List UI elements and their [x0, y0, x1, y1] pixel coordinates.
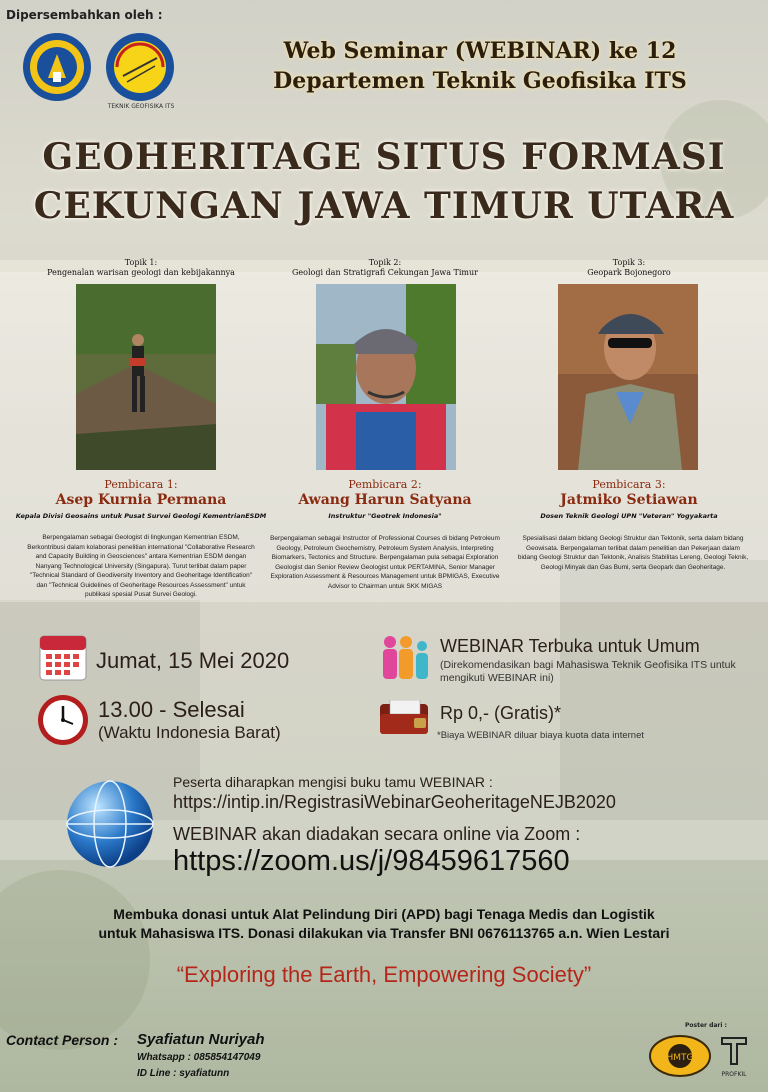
speaker-1-name: Asep Kurnia Permana	[55, 492, 227, 508]
speaker-2-photo	[316, 284, 456, 470]
speaker-3-bio: Spesialisasi dalam bidang Geologi Struktur dan Tektonik, serta dalam bidang Geowisata. Berpengalaman terlibat dalam penelitian dan Pekerjaan dalam bidang Geologi Struktur dan Tektonik, Analisis Stabilitas Lereng, Geologi Teknik, Geologi Minyak dan Gas Bumi, serta Geopark dan Geoheritage.	[517, 535, 749, 571]
contact-label: Contact Person :	[6, 1032, 119, 1048]
tagline: “Exploring the Earth, Empowering Society”	[176, 962, 592, 987]
globe-icon	[64, 778, 156, 870]
profkil-logo-text: PROFKIL	[721, 1071, 747, 1078]
speaker-1-photo	[76, 284, 216, 470]
speaker-2-name: Awang Harun Satyana	[298, 492, 472, 508]
event-price: Rp 0,- (Gratis)*	[440, 703, 562, 723]
speaker-3-label: Pembicara 3:	[592, 478, 666, 491]
people-icon	[378, 634, 432, 682]
its-logo	[20, 30, 94, 104]
event-date: Jumat, 15 Mei 2020	[96, 648, 290, 673]
poster-by-label: Poster dari :	[685, 1022, 727, 1029]
clock-icon	[36, 693, 90, 747]
hmtg-logo	[648, 1034, 712, 1078]
topic-1	[16, 258, 266, 278]
topic-3-label: Topik 3:	[612, 258, 646, 267]
contact-name: Syafiatun Nuriyah	[137, 1031, 265, 1048]
speaker-2-role: Instruktur "Geotrek Indonesia"	[328, 512, 442, 520]
hmtg-logo-text: HMTG	[666, 1053, 694, 1063]
speaker-1-label: Pembicara 1:	[104, 478, 178, 491]
department-name: Departemen Teknik Geofisika ITS	[273, 68, 687, 94]
speaker-2-bio: Berpengalaman sebagai Instructor of Professional Courses di bidang Petroleum Geology, Petroleum Geochemistry, Petroleum System Analysis, Interpreting Biomarkers, Tectonics and Structure. Berpengalaman pula sebagai Exploration Geologist dan Senior Review Geologist untuk PERTAMINA, Senior Manager Exploration Assessment & Resources Management untuk BPMIGAS, Executive Advisor to Chairman untuk SKK MIGAS	[270, 535, 500, 590]
topic-1-title: Pengenalan warisan geologi dan kebijakannya	[47, 268, 235, 277]
calendar-icon	[38, 632, 88, 682]
presented-by-label: Dipersembahkan oleh :	[6, 8, 163, 22]
event-timezone: (Waktu Indonesia Barat)	[98, 723, 281, 742]
speaker-3-photo	[558, 284, 698, 470]
topic-2	[260, 258, 510, 278]
speaker-2-label: Pembicara 2:	[348, 478, 422, 491]
topic-2-title: Geologi dan Stratigrafi Cekungan Jawa Timur	[292, 268, 478, 277]
speaker-1-bio: Berpengalaman sebagai Geologist di lingkungan Kementrian ESDM, Berkontribusi dalam kolaborasi penelitian international "Collaborative Research and Capacity Building in Geosciences" antara Kementrian ESDM dengan Nanyang Technological University (Singapura). Turut terlibat dalam paper "Technical Standard of Geodiversity Inventory and Geoheritage Identification" dan "Technical Guidelines of Geoheritage Resources Assessment" untuk publikasi spesial Pusat Survei Geologi.	[27, 534, 255, 598]
zoom-link[interactable]: https://zoom.us/j/98459617560	[173, 845, 570, 877]
contact-line-id: ID Line : syafiatunn	[137, 1068, 230, 1079]
registration-link[interactable]: https://intip.in/RegistrasiWebinarGeoheritageNEJB2020	[173, 792, 616, 812]
event-time: 13.00 - Selesai	[98, 697, 245, 722]
speaker-1-role: Kepala Divisi Geosains untuk Pusat Survei Geologi KementrianESDM	[15, 512, 267, 520]
logo-caption: TEKNIK GEOFISIKA ITS	[107, 103, 175, 110]
topic-3	[504, 258, 754, 278]
speaker-3-name: Jatmiko Setiawan	[560, 492, 698, 508]
teknik-geofisika-logo	[103, 30, 177, 104]
speaker-3-role: Dosen Teknik Geologi UPN "Veteran" Yogyakarta	[540, 512, 718, 520]
profkil-logo	[716, 1034, 752, 1078]
audience-note: (Direkomendasikan bagi Mahasiswa Teknik Geofisika ITS untuk mengikuti WEBINAR ini)	[440, 659, 736, 684]
audience-heading: WEBINAR Terbuka untuk Umum	[440, 636, 700, 656]
registration-intro: Peserta diharapkan mengisi buku tamu WEBINAR :	[173, 774, 493, 790]
topic-3-title: Geopark Bojonegoro	[587, 268, 671, 277]
page-subtitle: CEKUNGAN JAWA TIMUR UTARA	[33, 185, 735, 227]
donation-line-1: Membuka donasi untuk Alat Pelindung Diri (APD) bagi Tenaga Medis dan Logistik	[113, 906, 655, 922]
wallet-icon	[376, 700, 432, 738]
topic-1-label: Topik 1:	[124, 258, 158, 267]
webinar-number: Web Seminar (WEBINAR) ke 12	[283, 38, 677, 64]
topic-2-label: Topik 2:	[368, 258, 402, 267]
page-title: GEOHERITAGE SITUS FORMASI	[42, 136, 726, 178]
donation-line-2: untuk Mahasiswa ITS. Donasi dilakukan via Transfer BNI 0676113765 a.n. Wien Lestari	[98, 925, 670, 941]
price-note: *Biaya WEBINAR diluar biaya kuota data internet	[437, 730, 644, 741]
contact-whatsapp: Whatsapp : 085854147049	[137, 1052, 261, 1063]
zoom-intro: WEBINAR akan diadakan secara online via Zoom :	[173, 824, 581, 844]
